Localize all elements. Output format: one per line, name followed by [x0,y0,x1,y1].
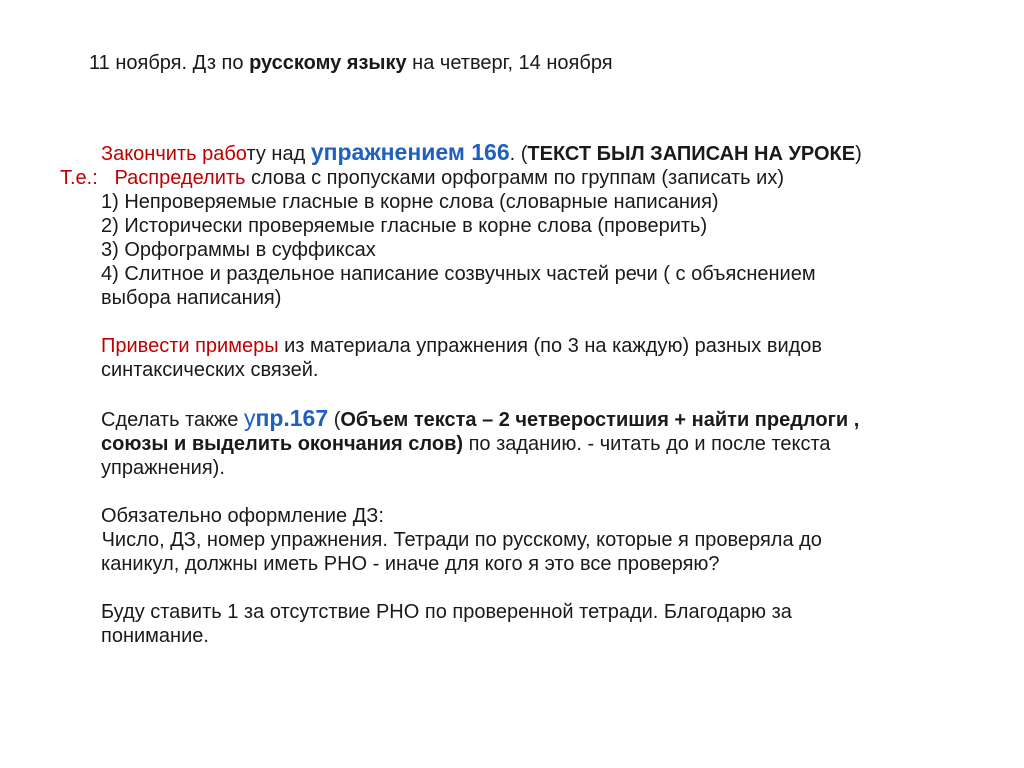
task2-line-2 [101,432,981,456]
te-verb: Распределить [114,167,246,189]
task2-line [101,406,981,432]
examples-line-2: синтаксических связей. [101,359,319,381]
te-line [60,166,981,190]
task1-d: ) [855,143,862,165]
group-item: 4) Слитное и раздельное написание созвучных частей речи ( с объяснением [101,263,816,285]
task1-note: ТЕКСТ БЫЛ ЗАПИСАН НА УРОКЕ [527,143,856,165]
title-prefix: 11 ноября. Дз по [89,52,250,74]
requirements-line-1: Число, ДЗ, номер упражнения. Тетради по русскому, которые я проверяла до [101,529,822,551]
te-rest: слова с пропусками орфограмм по группам (записать их) [245,167,784,189]
assignment-body [60,139,981,648]
task2-b: ( [328,409,341,431]
closing-line-1: Буду ставить 1 за отсутствие РНО по проверенной тетради. Благодарю за [101,601,792,623]
title-subject: русскому языку [249,52,407,74]
group-item: 1) Непроверяемые гласные в корне слова (словарные написания) [101,191,719,213]
closing-line-2: понимание. [101,625,209,647]
requirements-heading: Обязательно оформление ДЗ: [101,505,384,527]
group-item-continuation: выбора написания) [101,287,282,309]
task2-line-3: упражнения). [101,457,225,479]
group-item: 3) Орфограммы в суффиксах [101,239,376,261]
task2-a: Сделать также [101,409,244,431]
examples-verb: Привести примеры [101,335,279,357]
title-suffix: на четверг, 14 ноября [406,52,613,74]
examples-line [101,334,981,358]
task2-exercise: пр.167 [255,405,329,431]
task1-exercise: упражнением 166 [310,139,510,165]
group-item: 2) Исторически проверяемые гласные в корне слова (проверить) [101,215,708,237]
task1-line [101,140,981,166]
task1-verb-a: Закончить рабо [101,143,247,165]
task1-verb-b: ту над [246,143,311,165]
task2-c: по заданию. - читать до и после текста [463,433,831,455]
task2-u: у [243,405,256,431]
requirements-line-2: каникул, должны иметь РНО - иначе для кого я это все проверяю? [101,553,720,575]
task1-c: . ( [509,143,528,165]
te-label: Т.е.: [60,167,98,189]
task2-bold2: союзы и выделить окончания слов) [101,433,464,455]
task2-bold1: Объем текста – 2 четверостишия + найти предлоги , [340,409,860,431]
examples-rest1: из материала упражнения (по 3 на каждую) разных видов [278,335,823,357]
page-title [89,50,613,76]
